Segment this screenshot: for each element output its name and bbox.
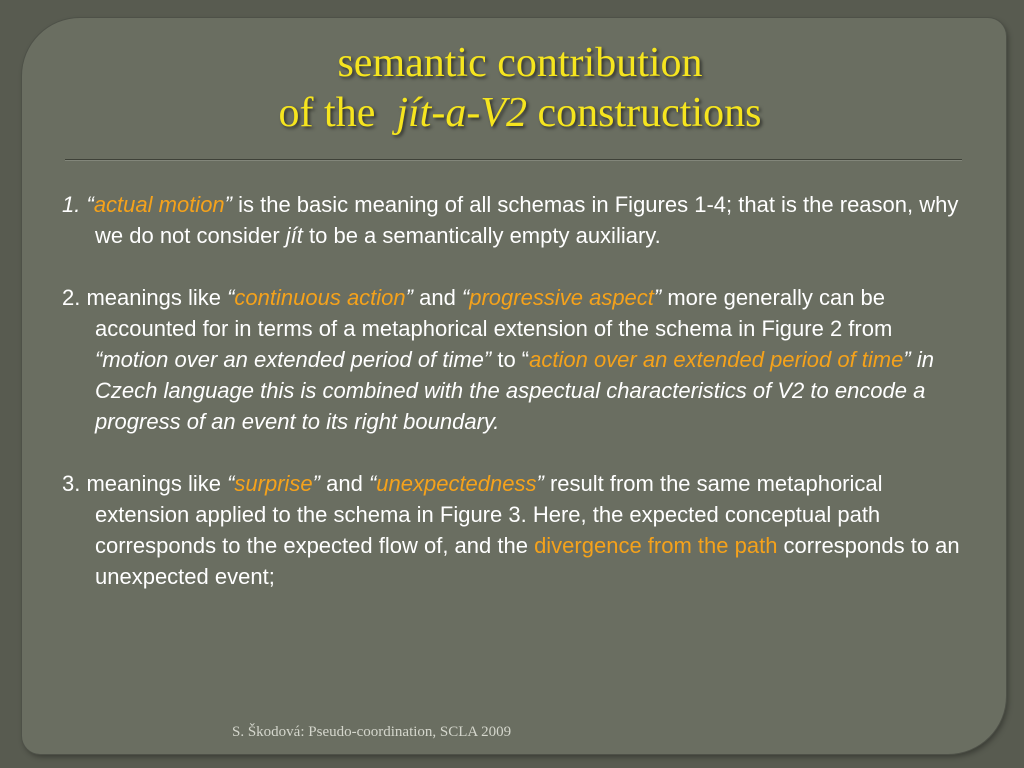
- point-3-text-a: result from the same metaphorical extension applied to the schema in Figure 3. Here, the expected conceptual path corresponds to the expected flow of, and the: [95, 471, 883, 558]
- title-line-1: semantic contribution: [337, 40, 703, 86]
- point-2-italic-a: “motion over an extended period of time”: [95, 347, 492, 372]
- point-1-text-a: is the basic meaning of all schemas in Figures 1-4; that is the reason, why we do not consider: [95, 192, 959, 248]
- highlight-surprise: surprise: [234, 471, 313, 496]
- conjunction: and: [320, 471, 369, 496]
- slide-body: [62, 189, 967, 623]
- highlight-divergence: divergence from the path: [534, 533, 778, 558]
- preposition: to: [491, 347, 522, 372]
- title-line-2-pre: of the: [278, 90, 376, 136]
- highlight-action-extended: action over an extended period of time: [529, 347, 904, 372]
- quote-close: ”: [653, 285, 662, 310]
- title-construction-name: jít-a-V2: [396, 90, 527, 136]
- highlight-continuous-action: continuous action: [234, 285, 406, 310]
- title-line-2: [60, 88, 980, 138]
- quote-close: ”: [405, 285, 413, 310]
- title-line-2-post: constructions: [537, 90, 762, 136]
- highlight-unexpectedness: unexpectedness: [376, 471, 537, 496]
- conjunction: and: [412, 285, 462, 310]
- slide-title: [60, 38, 980, 138]
- quote-open: “: [521, 347, 530, 372]
- quote-open: “: [227, 285, 235, 310]
- point-2-text-a: more generally can be accounted for in terms of a metaphorical extension of the schema in Figure 2 from: [95, 285, 893, 341]
- slide-footer: S. Škodová: Pseudo-coordination, SCLA 2009: [232, 724, 512, 740]
- quote-open: “: [227, 471, 235, 496]
- point-3: [62, 468, 967, 592]
- quote-open: “: [461, 285, 470, 310]
- point-2-lead: 2. meanings like: [62, 285, 228, 310]
- point-3-lead: 3. meanings like: [62, 471, 228, 496]
- point-1-jit: jít: [285, 223, 303, 248]
- quote-open: “: [368, 471, 377, 496]
- point-3-text-b: corresponds to an unexpected event;: [95, 533, 960, 589]
- title-divider: [65, 159, 962, 161]
- quote-open: “: [86, 192, 94, 217]
- point-1-number: 1.: [62, 192, 81, 217]
- highlight-progressive-aspect: progressive aspect: [469, 285, 654, 310]
- quote-close: ”: [224, 192, 232, 217]
- point-1: [62, 189, 967, 251]
- highlight-actual-motion: actual motion: [93, 192, 225, 217]
- quote-close: ”: [312, 471, 320, 496]
- point-2: [62, 282, 967, 437]
- point-2-italic-b: ” in Czech language this is combined with the aspectual characteristics of V2 to encode a progress of an event to its right boundary.: [95, 347, 934, 434]
- quote-close: ”: [536, 471, 544, 496]
- point-1-text-b: to be a semantically empty auxiliary.: [302, 223, 661, 248]
